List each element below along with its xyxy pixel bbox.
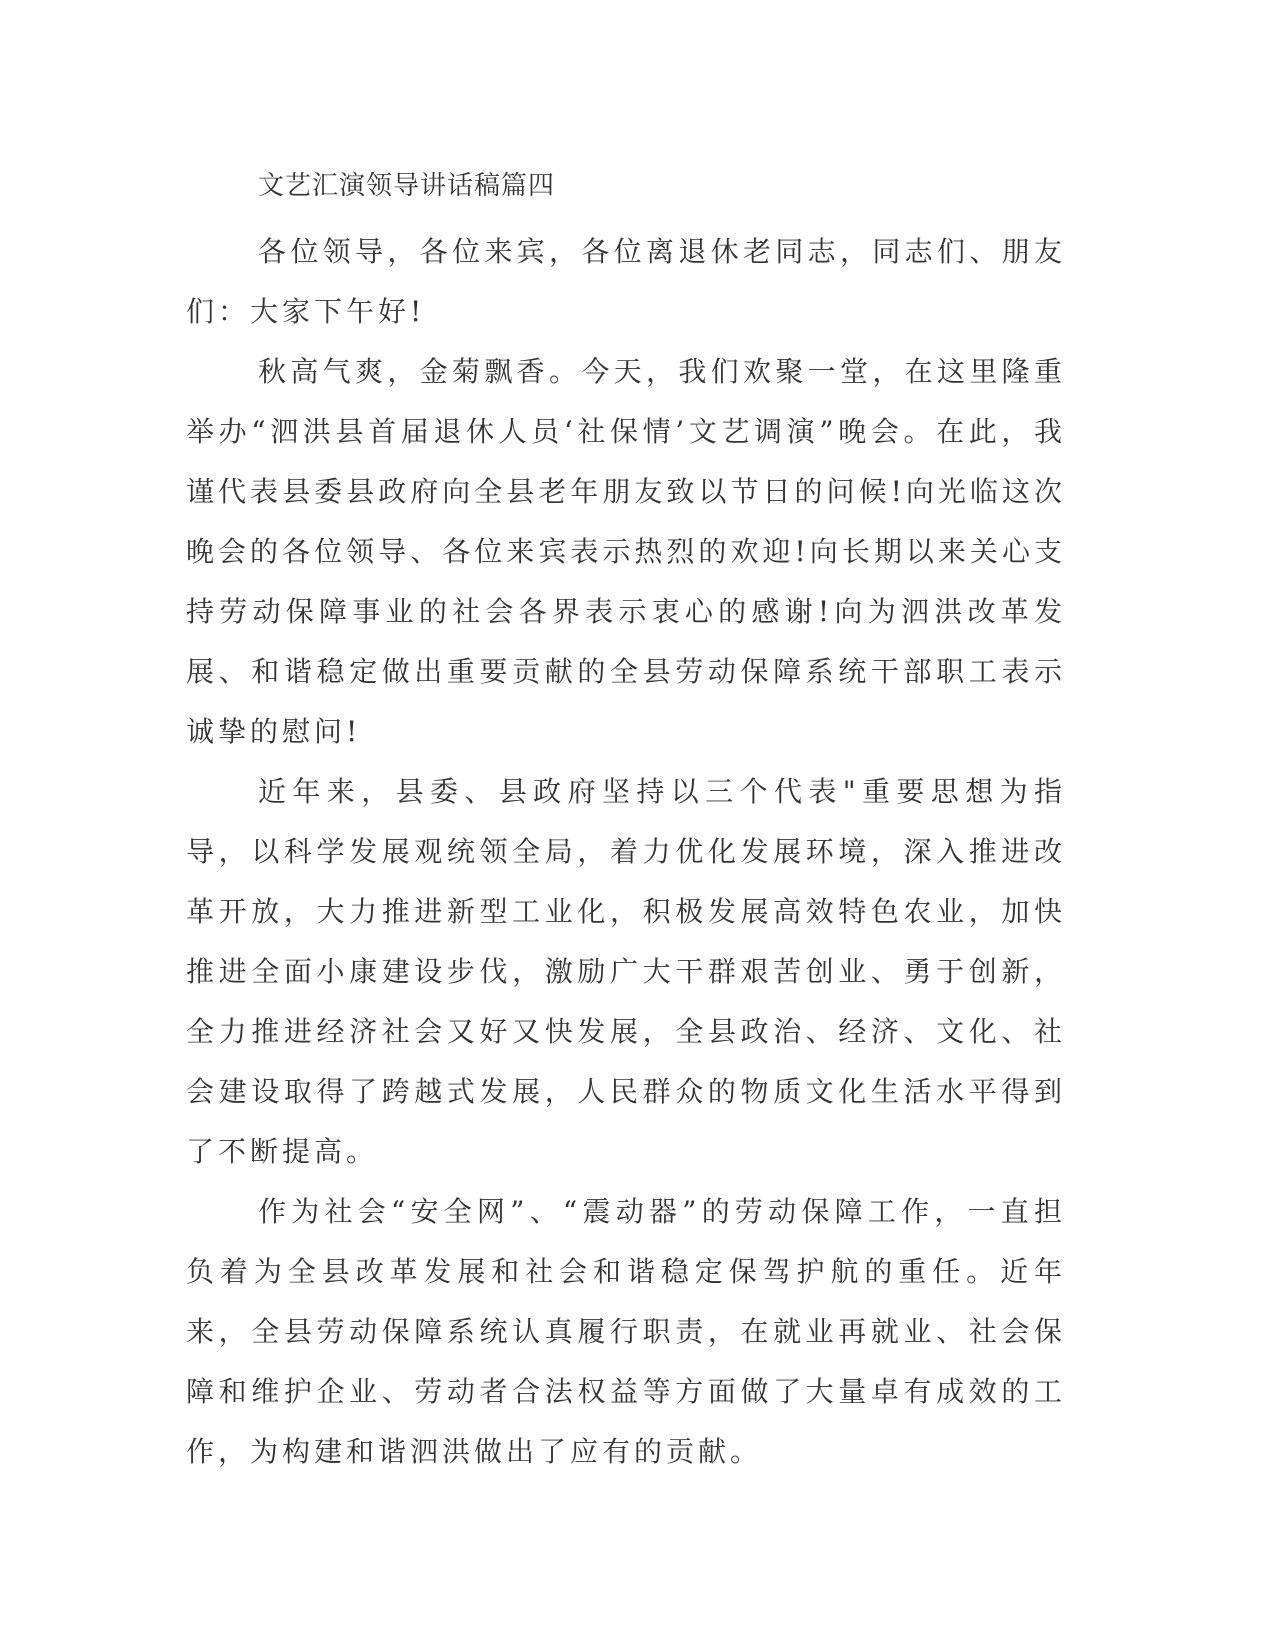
paragraph-welcome: 秋高气爽，金菊飘香。今天，我们欢聚一堂，在这里隆重举办“泗洪县首届退休人员‘社保情’文艺调演”晚会。在此，我谨代表县委县政府向全县老年朋友致以节日的问候!向光临这次晚会的各位领导、各位来宾表示热烈的欢迎!向长期以来关心支持劳动保障事业的社会各界表示衷心的感谢!向为泗洪改革发展、和谐稳定做出重要贡献的全县劳动保障系统干部职工表示诚挚的慰问! xyxy=(186,355,1066,748)
paragraph-greeting: 各位领导，各位来宾，各位离退休老同志，同志们、朋友们：大家下午好! xyxy=(186,235,1066,328)
document-title: 文艺汇演领导讲话稿篇四 xyxy=(258,171,556,201)
paragraph-development: 近年来，县委、县政府坚持以三个代表"重要思想为指导，以科学发展观统领全局，着力优化发展环境，深入推进改革开放，大力推进新型工业化，积极发展高效特色农业，加快推进全面小康建设步伐，激励广大干群艰苦创业、勇于创新，全力推进经济社会又好又快发展，全县政治、经济、文化、社会建设取得了跨越式发展，人民群众的物质文化生活水平得到了不断提高。 xyxy=(186,775,1066,1168)
paragraph-labor-security: 作为社会“安全网”、“震动器”的劳动保障工作，一直担负着为全县改革发展和社会和谐稳定保驾护航的重任。近年来，全县劳动保障系统认真履行职责，在就业再就业、社会保障和维护企业、劳动者合法权益等方面做了大量卓有成效的工作，为构建和谐泗洪做出了应有的贡献。 xyxy=(186,1195,1066,1468)
document-body xyxy=(186,222,1066,1482)
